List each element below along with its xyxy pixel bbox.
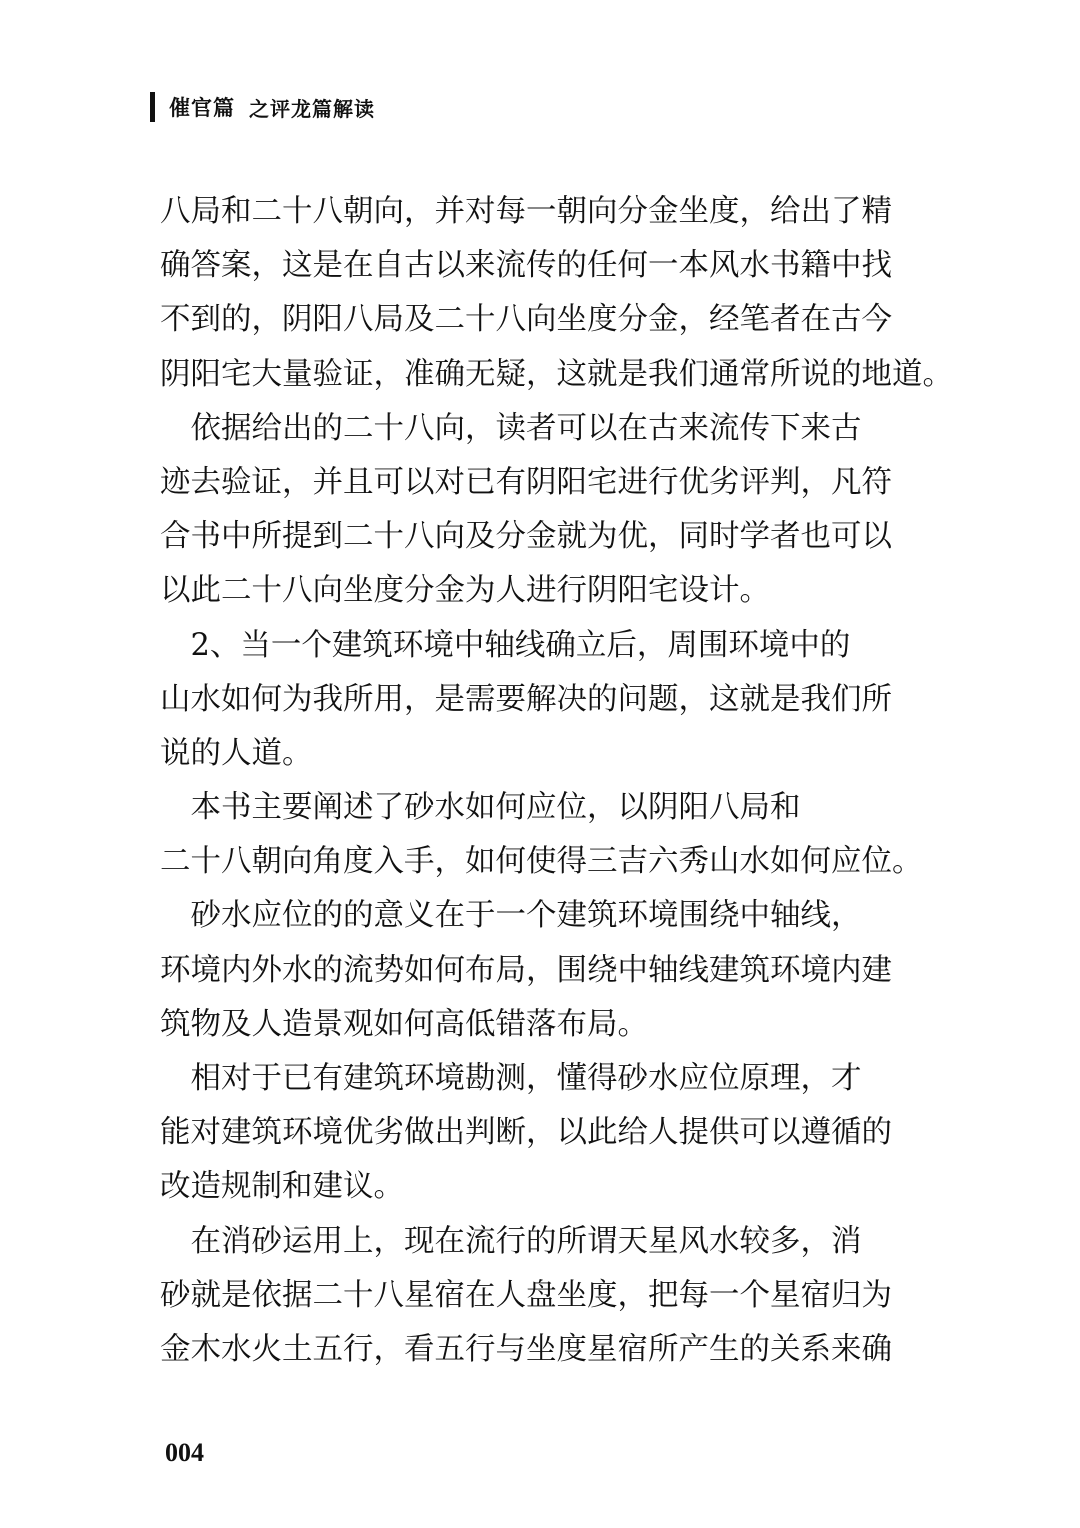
text-line: 本书主要阐述了砂水如何应位，以阴阳八局和 — [160, 790, 801, 826]
text-line: 在消砂运用上，现在流行的所谓天星风水较多，消 — [160, 1223, 862, 1259]
page-number: 004 — [165, 1438, 204, 1467]
text-line: 能对建筑环境优劣做出判断，以此给人提供可以遵循的 — [160, 1115, 892, 1151]
text-line: 说的人道。 — [160, 735, 313, 771]
text-line: 确答案，这是在自古以来流传的任何一本风水书籍中找 — [160, 248, 892, 284]
text-line: 不到的，阴阳八局及二十八向坐度分金，经笔者在古今 — [160, 302, 892, 338]
text-line: 砂就是依据二十八星宿在人盘坐度，把每一个星宿归为 — [160, 1277, 892, 1313]
running-header — [150, 90, 375, 124]
text-line: 依据给出的二十八向，读者可以在古来流传下来古 — [160, 410, 862, 446]
text-line: 砂水应位的的意义在于一个建筑环境围绕中轴线， — [160, 898, 862, 934]
text-line: 合书中所提到二十八向及分金就为优，同时学者也可以 — [160, 519, 892, 555]
page-body-text — [160, 185, 953, 1377]
text-line: 迹去验证，并且可以对已有阴阳宅进行优劣评判，凡符 — [160, 464, 892, 500]
text-line: 八局和二十八朝向，并对每一朝向分金坐度，给出了精 — [160, 194, 892, 229]
text-line: 阴阳宅大量验证，准确无疑，这就是我们通常所说的地道。 — [160, 356, 953, 392]
text-line: 筑物及人造景观如何高低错落布局。 — [160, 1006, 648, 1042]
header-rule-mark — [150, 92, 155, 122]
text-line: 山水如何为我所用，是需要解决的问题，这就是我们所 — [160, 681, 892, 717]
text-line: 相对于已有建筑环境勘测，懂得砂水应位原理，才 — [160, 1061, 862, 1096]
text-line: 二十八朝向角度入手，如何使得三吉六秀山水如何应位。 — [160, 844, 923, 880]
text-line: 改造规制和建议。 — [160, 1169, 404, 1205]
header-book-title: 催官篇 — [169, 96, 235, 120]
text-line: 环境内外水的流势如何布局，围绕中轴线建筑环境内建 — [160, 952, 892, 988]
text-line: 以此二十八向坐度分金为人进行阴阳宅设计。 — [160, 573, 770, 609]
text-line: 金木水火土五行，看五行与坐度星宿所产生的关系来确 — [160, 1331, 892, 1367]
header-section-title: 之评龙篇解读 — [249, 96, 375, 121]
text-line: 2、当一个建筑环境中轴线确立后，周围环境中的 — [160, 627, 851, 663]
